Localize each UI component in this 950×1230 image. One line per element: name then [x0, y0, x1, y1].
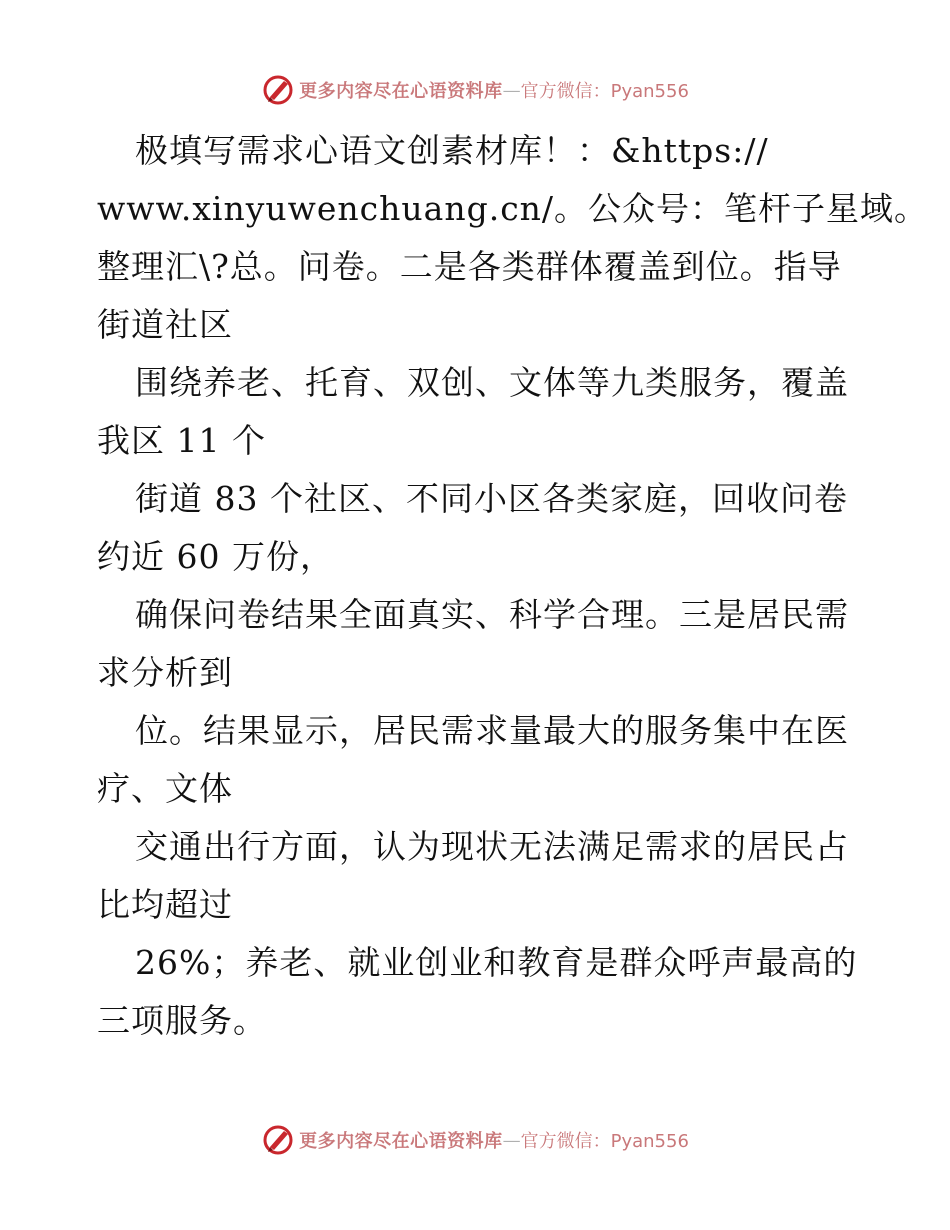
banner-wechat: 官方微信：Pyan556	[520, 1131, 689, 1152]
pen-logo-icon	[261, 1123, 295, 1157]
banner-separator: —	[502, 1129, 521, 1151]
body-line: 极填写需求心语文创素材库！：&https://	[135, 131, 769, 170]
banner-wechat: 官方微信：Pyan556	[520, 81, 689, 102]
body-line: 整理汇\?总。问卷。二是各类群体覆盖到位。指导	[97, 247, 842, 286]
document-body	[97, 122, 929, 1050]
banner-title: 更多内容尽在心语资料库	[299, 1131, 503, 1152]
body-line: 围绕养老、托育、双创、文体等九类服务，覆盖	[135, 363, 849, 402]
body-line: 求分析到	[97, 653, 233, 692]
body-line: 确保问卷结果全面真实、科学合理。三是居民需	[135, 595, 849, 634]
body-line: 约近 60 万份，	[97, 537, 334, 576]
body-line: 比均超过	[97, 885, 233, 924]
footer-banner	[0, 1120, 950, 1160]
body-line: www.xinyuwenchuang.cn/。公众号：笔杆子星域。	[97, 189, 929, 228]
body-line: 街道 83 个社区、不同小区各类家庭，回收问卷	[135, 479, 848, 518]
body-line: 我区 11 个	[97, 421, 266, 460]
body-line: 位。结果显示，居民需求量最大的服务集中在医	[135, 711, 849, 750]
header-banner	[0, 70, 950, 110]
body-line: 交通出行方面，认为现状无法满足需求的居民占	[135, 827, 849, 866]
banner-separator: —	[502, 79, 521, 101]
body-line: 街道社区	[97, 305, 233, 344]
body-line: 疗、文体	[97, 769, 233, 808]
pen-logo-icon	[261, 73, 295, 107]
body-line: 26%；养老、就业创业和教育是群众呼声最高的	[135, 943, 858, 982]
body-line: 三项服务。	[97, 1001, 267, 1040]
banner-title: 更多内容尽在心语资料库	[299, 81, 503, 102]
